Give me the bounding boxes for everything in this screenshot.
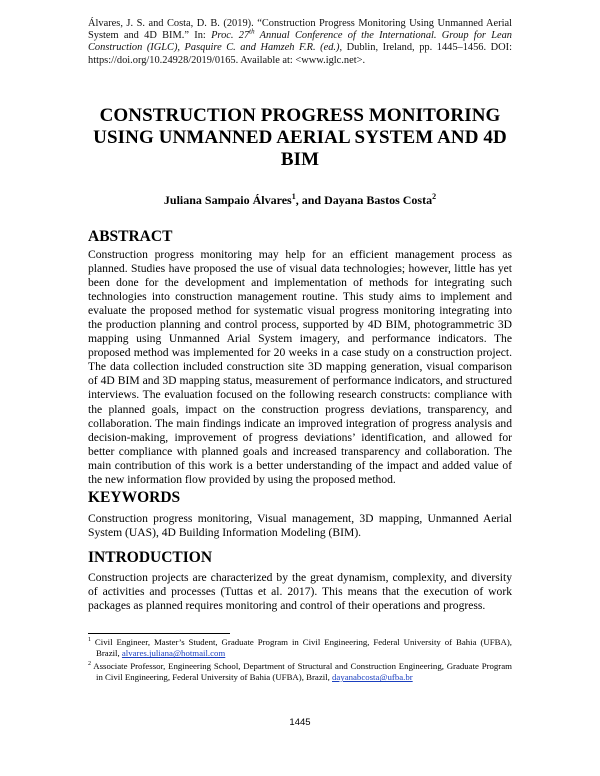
citation-conference: Annual Conference of the International. Group for Lean Construction (IGLC), Pasquire C. and Hamzeh F.R. (ed.) [88,30,512,54]
author-2: Dayana Bastos Costa [324,193,433,207]
footnote-divider [88,633,230,634]
citation-part1: Álvares, J. S. and Costa, D. B. (2019). “Construction Progress Monitoring Using Unmanned Aerial System and 4D BIM.” In: [88,18,512,42]
author-separator: , and [295,193,325,207]
abstract-heading: ABSTRACT [88,228,173,245]
paper-title: CONSTRUCTION PROGRESS MONITORING USING UNMANNED AERIAL SYSTEM AND 4D BIM [93,105,507,170]
author-1: Juliana Sampaio Álvares [163,193,292,207]
footnote-2-text: Associate Professor, Engineering School, Department of Structural and Construction Engineering, Graduate Program in Civil Engineering, Federal University of Bahia (UFBA), Brazil, [91,660,512,683]
author-1-affiliation-marker: 1 [291,192,296,201]
footnote-1-text: Civil Engineer, Master’s Student, Graduate Program in Civil Engineering, Federal University of Bahia (UFBA), Brazil, [91,637,512,659]
keywords-text: Construction progress monitoring, Visual management, 3D mapping, Unmanned Aerial System (UAS), 4D Building Information Modeling (BIM). [88,512,512,540]
keywords-heading: KEYWORDS [88,489,181,506]
footnote-2-email-link[interactable]: dayanabcosta@ufba.br [332,672,413,683]
citation-part3: , Dublin, Ireland, pp. 1445–1456. DOI: https://doi.org/10.24928/2019/0165. Available at: <www.iglc.net>. [88,42,513,66]
author-2-affiliation-marker: 2 [432,192,437,201]
footnote-2-marker: 2 [88,660,91,667]
citation-header [88,18,512,67]
abstract-text: Construction progress monitoring may help for an efficient management process as planned. Studies have proposed the use of visual data technologies; however, little has yet been done for the development and implementation of methods for integrating such technologies into construction management routine. This study aims to implement and evaluate the proposed method for systematic visual progress monitoring integrating into the production planning and control process, supported by 4D BIM, photogrammetric 3D mapping using Unmanned Arial System imagery, and performance indicators. The proposed method was implemented for 20 weeks in a case study on a construction project. The data collection included construction site 3D mapping generation, visual comparison of 4D BIM and 3D mapping status, measurement of performance indicators, and structured interviews. The evaluation focused on the following research constructs: compliance with the planned goals, impact on the construction progress deviations, transparency, and collaboration. The main findings indicate an improved integration of progress analysis and decision-making, improvement of progress deviations’ identification, and allowed for better compliance with planned goals and increased transparency and collaboration. The main contribution of this work is a better understanding of the impact and added value of the new information flow provided by using the proposed method. [88,248,512,486]
page-number: 1445 [289,717,311,728]
introduction-heading: INTRODUCTION [88,549,213,566]
footnote-1 [88,637,512,660]
footnotes [88,637,512,685]
citation-ordinal-suffix: th [249,27,255,36]
introduction-text: Construction projects are characterized by the great dynamism, complexity, and diversity of activities and processes (Tuttas et al. 2017). This means that the execution of work packages as planned requires monitoring and control of their operations and progress. [88,571,512,613]
citation-proceedings: Proc. 27 [211,30,250,42]
footnote-1-email-link[interactable]: alvares.juliana@hotmail.com [121,648,226,659]
footnote-1-marker: 1 [88,637,91,644]
footnote-2 [88,661,512,684]
author-line [88,193,512,207]
